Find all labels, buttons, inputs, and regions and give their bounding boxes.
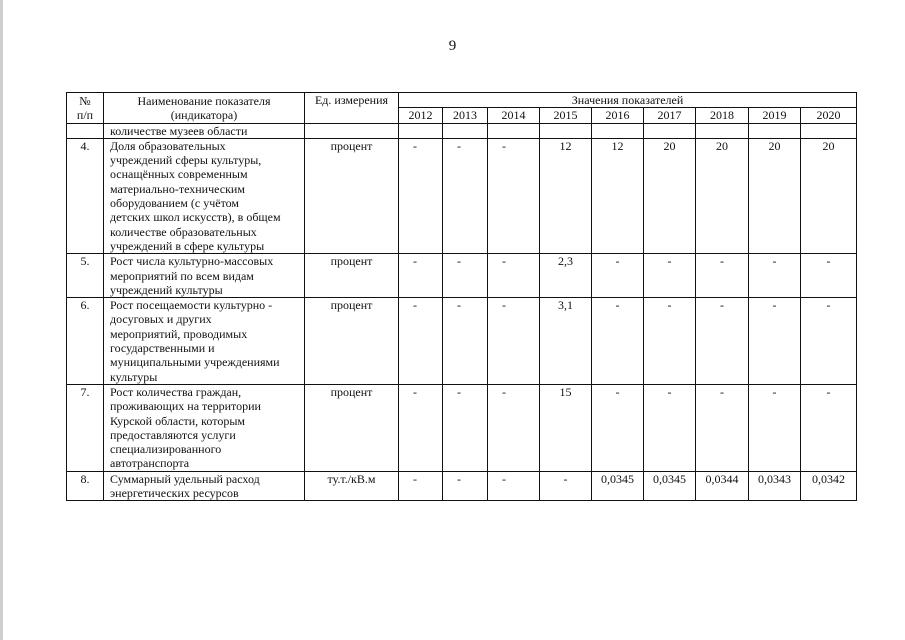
value-cell-2015: 12	[540, 138, 592, 253]
value-cell-2016: -	[592, 384, 644, 471]
continuation-num-cell	[67, 123, 104, 138]
value-cell-2014: -	[488, 138, 540, 253]
continuation-value-cell	[801, 123, 857, 138]
value-cell-2016: 12	[592, 138, 644, 253]
indicator-name-line: досуговых и других	[110, 312, 212, 327]
value-cell-2013: -	[443, 138, 488, 253]
value-cell-2012: -	[399, 254, 443, 298]
unit-cell: процент	[305, 138, 399, 253]
value-cell-2013: -	[443, 384, 488, 471]
header-year-2017: 2017	[644, 108, 696, 123]
value-cell-2014: -	[488, 384, 540, 471]
indicator-name-line: мероприятий, проводимых	[110, 326, 248, 341]
indicator-name-line: проживающих на территории	[110, 399, 261, 414]
value-cell-2019: -	[749, 254, 801, 298]
unit-cell: ту.т./кВ.м	[305, 471, 399, 501]
indicator-name-line: Рост посещаемости культурно -	[110, 298, 273, 313]
indicator-name	[104, 384, 305, 471]
header-year-2020: 2020	[801, 108, 857, 123]
indicator-name-line: детских школ искусств), в общем	[110, 210, 281, 225]
value-cell-2014: -	[488, 298, 540, 385]
header-values-group: Значения показателей	[399, 93, 857, 108]
header-year-2013: 2013	[443, 108, 488, 123]
value-cell-2018: 20	[696, 138, 749, 253]
value-cell-2012: -	[399, 298, 443, 385]
indicator-name-line: учреждений в сфере культуры	[110, 238, 265, 253]
row-number: 8.	[67, 471, 104, 501]
value-cell-2012: -	[399, 138, 443, 253]
continuation-value-cell	[592, 123, 644, 138]
indicator-name-line: Суммарный удельный расход	[110, 471, 260, 486]
value-cell-2016: -	[592, 254, 644, 298]
value-cell-2012: -	[399, 384, 443, 471]
header-year-2016: 2016	[592, 108, 644, 123]
table-row	[67, 254, 857, 298]
value-cell-2015: 15	[540, 384, 592, 471]
header-name-line2: (индикатора)	[170, 107, 238, 122]
header-number	[67, 93, 104, 124]
continuation-value-cell	[644, 123, 696, 138]
value-cell-2020: -	[801, 254, 857, 298]
indicator-name-line: специализированного	[110, 442, 222, 457]
value-cell-2017: -	[644, 254, 696, 298]
value-cell-2017: 0,0345	[644, 471, 696, 501]
indicator-name-line: энергетических ресурсов	[110, 486, 239, 501]
indicator-name-line: мероприятий по всем видам	[110, 268, 254, 283]
value-cell-2017: 20	[644, 138, 696, 253]
unit-cell: процент	[305, 384, 399, 471]
value-cell-2012: -	[399, 471, 443, 501]
continuation-value-cell	[749, 123, 801, 138]
continuation-value-cell	[540, 123, 592, 138]
indicator-name-line: количестве образовательных	[110, 224, 257, 239]
value-cell-2020: 0,0342	[801, 471, 857, 501]
table-row	[67, 138, 857, 253]
value-cell-2020: 20	[801, 138, 857, 253]
indicator-name-line: Рост числа культурно-массовых	[110, 254, 274, 269]
value-cell-2019: 0,0343	[749, 471, 801, 501]
row-number: 6.	[67, 298, 104, 385]
continuation-text: количестве музеев области	[104, 123, 305, 138]
indicator-name-line: Доля образовательных	[110, 138, 226, 153]
header-indicator-name	[104, 93, 305, 124]
row-number: 5.	[67, 254, 104, 298]
unit-cell: процент	[305, 298, 399, 385]
row-number: 7.	[67, 384, 104, 471]
row-number: 4.	[67, 138, 104, 253]
continuation-value-cell	[488, 123, 540, 138]
value-cell-2017: -	[644, 298, 696, 385]
header-unit: Ед. измерения	[305, 93, 399, 124]
indicator-name-line: культуры	[110, 369, 158, 384]
header-name-line1: Наименование показателя	[137, 93, 271, 108]
header-row-1	[67, 93, 857, 108]
value-cell-2018: 0,0344	[696, 471, 749, 501]
value-cell-2020: -	[801, 384, 857, 471]
indicator-name-line: оборудованием (с учётом	[110, 196, 240, 211]
indicator-name-line: учреждений сферы культуры,	[110, 153, 262, 168]
value-cell-2020: -	[801, 298, 857, 385]
header-year-2015: 2015	[540, 108, 592, 123]
value-cell-2013: -	[443, 254, 488, 298]
indicator-name-line: учреждений культуры	[110, 282, 223, 297]
continuation-value-cell	[399, 123, 443, 138]
indicator-name-line: муниципальными учреждениями	[110, 355, 280, 370]
indicator-name-line: оснащённых современным	[110, 167, 248, 182]
value-cell-2016: 0,0345	[592, 471, 644, 501]
header-year-2012: 2012	[399, 108, 443, 123]
value-cell-2017: -	[644, 384, 696, 471]
indicator-name	[104, 138, 305, 253]
scan-edge	[0, 0, 3, 640]
header-number-line1: №	[79, 93, 91, 108]
indicator-name	[104, 471, 305, 501]
table-row	[67, 471, 857, 501]
value-cell-2019: 20	[749, 138, 801, 253]
table-row	[67, 384, 857, 471]
value-cell-2015: 2,3	[540, 254, 592, 298]
value-cell-2019: -	[749, 298, 801, 385]
header-year-2019: 2019	[749, 108, 801, 123]
value-cell-2019: -	[749, 384, 801, 471]
value-cell-2016: -	[592, 298, 644, 385]
indicator-name-line: Рост количества граждан,	[110, 384, 242, 399]
indicator-name-line: предоставляются услуги	[110, 427, 236, 442]
value-cell-2014: -	[488, 471, 540, 501]
value-cell-2015: -	[540, 471, 592, 501]
continuation-unit-cell	[305, 123, 399, 138]
continuation-value-cell	[443, 123, 488, 138]
indicator-name	[104, 254, 305, 298]
value-cell-2018: -	[696, 298, 749, 385]
value-cell-2018: -	[696, 384, 749, 471]
indicator-name-line: материально-техническим	[110, 181, 245, 196]
value-cell-2014: -	[488, 254, 540, 298]
value-cell-2018: -	[696, 254, 749, 298]
indicators-table	[66, 92, 857, 501]
indicator-name-line: Курской области, которым	[110, 413, 245, 428]
unit-cell: процент	[305, 254, 399, 298]
header-number-line2: п/п	[76, 107, 94, 122]
indicator-name-line: государственными и	[110, 341, 215, 356]
table-row	[67, 298, 857, 385]
value-cell-2013: -	[443, 471, 488, 501]
value-cell-2013: -	[443, 298, 488, 385]
page-number: 9	[448, 38, 457, 54]
header-year-2018: 2018	[696, 108, 749, 123]
header-year-2014: 2014	[488, 108, 540, 123]
value-cell-2015: 3,1	[540, 298, 592, 385]
indicator-name	[104, 298, 305, 385]
continuation-row	[67, 123, 857, 138]
indicator-name-line: автотранспорта	[110, 456, 190, 471]
continuation-value-cell	[696, 123, 749, 138]
